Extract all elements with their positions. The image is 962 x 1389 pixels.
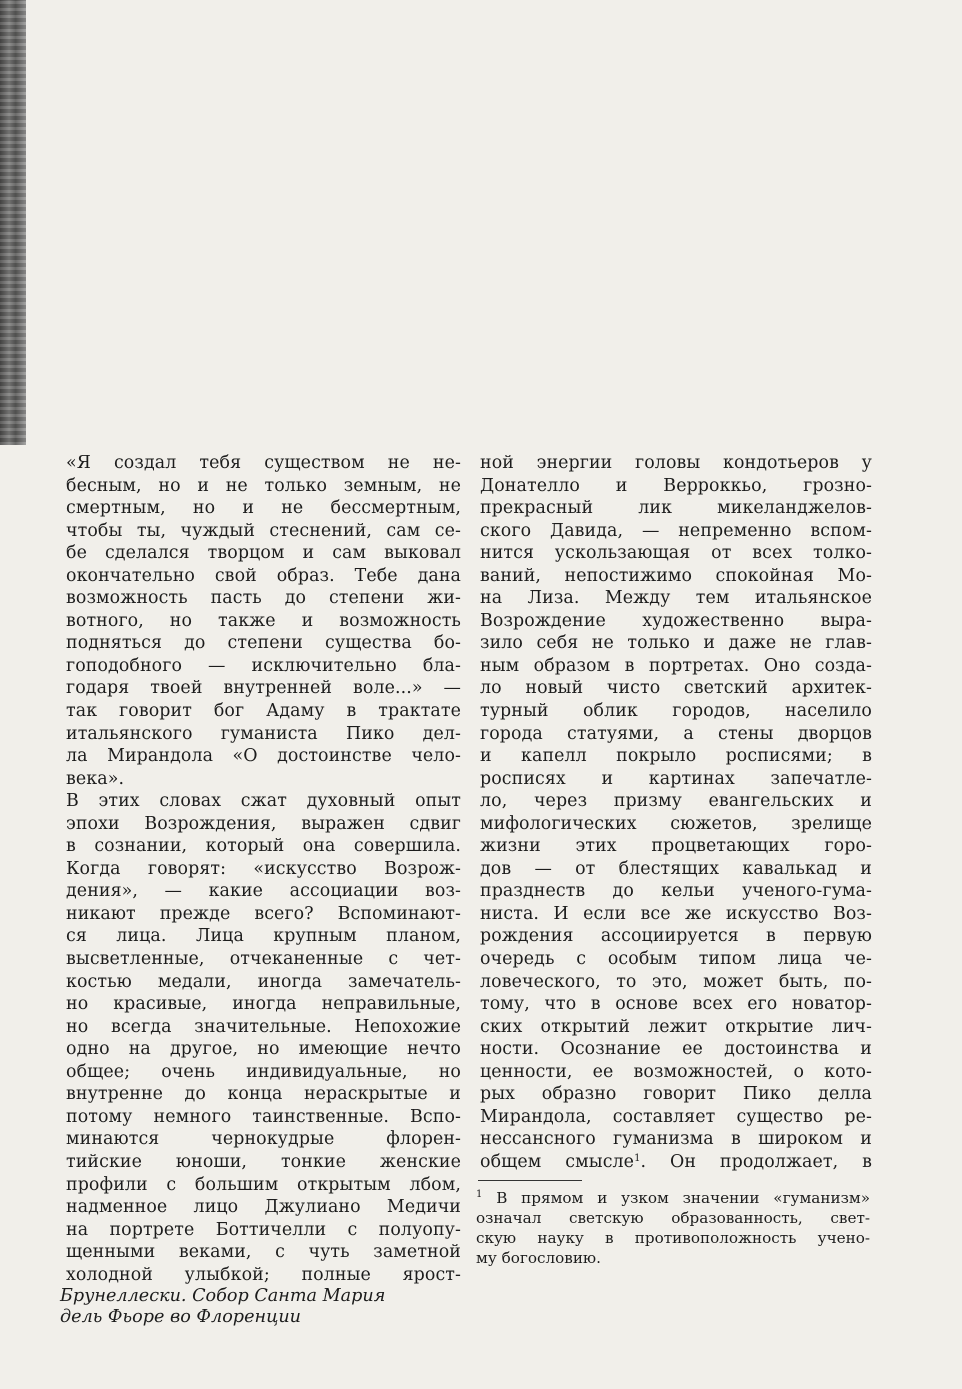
text-line: ценности, ее возможностей, о кото-: [480, 1061, 872, 1082]
footnote: [476, 1188, 870, 1268]
text-line: вотного, но также и возможность: [66, 610, 461, 631]
text-line: ной энергии головы кондотьеров у: [480, 453, 872, 473]
figure-caption: [60, 1286, 420, 1328]
text-line: нится ускользающая от всех толко-: [480, 543, 872, 564]
footnote-divider: [478, 1180, 582, 1181]
text-line: ваний, непостижимо спокойная Мо-: [480, 565, 872, 586]
text-line: мифологических сюжетов, зрелище: [480, 813, 872, 834]
text-line: минаются чернокудрые флорен-: [66, 1129, 461, 1150]
text-line: и капелл покрыло росписями; в: [480, 746, 872, 767]
text-line: общее; очень индивидуальные, но: [66, 1061, 461, 1082]
text-line: окончательно свой образ. Тебе дана: [66, 565, 461, 586]
text-line: гоподобного — исключительно бла-: [66, 655, 461, 676]
text-line: Возрождение художественно выра-: [480, 610, 872, 631]
text-line: на портрете Боттичелли с полуопу-: [66, 1219, 461, 1240]
text-line: ло, через призму евангельских и: [480, 791, 872, 812]
text-line: очередь с особым типом лица че-: [480, 949, 872, 970]
text-line: ского Давида, — непременно вспом-: [480, 520, 872, 541]
text-line: ным образом в портретах. Оно созда-: [480, 655, 872, 676]
caption-line: Брунеллески. Собор Санта Мария: [60, 1286, 386, 1306]
text-line: щенными веками, с чуть заметной: [66, 1242, 461, 1263]
footnote-line: $^1$ В прямом и узком значении «гуманизм»: [476, 1189, 870, 1207]
footnote-line: означал светскую образованность, свет-: [476, 1209, 870, 1227]
text-line: никают прежде всего? Вспоминают-: [66, 903, 461, 924]
text-line: чтобы ты, чуждый стеснений, сам се-: [66, 520, 461, 541]
text-line: тийские юноши, тонкие женские: [66, 1151, 461, 1172]
text-line: Мирандола, составляет существо ре-: [480, 1106, 872, 1127]
text-line: подняться до степени существа бо-: [66, 633, 461, 654]
text-line: внутренне до конца нераскрытые и: [66, 1084, 461, 1105]
text-line: на Лиза. Между тем итальянское: [480, 588, 872, 609]
text-line: но красивые, иногда неправильные,: [66, 994, 461, 1015]
text-line: города статуями, а стены дворцов: [480, 723, 872, 744]
text-line: зило себя не только и даже не глав-: [480, 633, 872, 654]
footnote-marker: 1: [634, 1152, 641, 1164]
text-line: профили с большим открытым лбом,: [66, 1174, 461, 1195]
text-line: общем смысле$^1$. Он продолжает, в: [480, 1151, 873, 1172]
text-line: тому, что в основе всех его новатор-: [480, 994, 872, 1015]
text-line: прекрасный лик микеланджелов-: [480, 498, 872, 519]
text-line: рождения ассоциируется в первую: [480, 926, 872, 947]
text-line: эпохи Возрождения, выражен сдвиг: [66, 813, 461, 834]
cropped-photo-edge: [0, 0, 26, 445]
text-line: надменное лицо Джулиано Медичи: [66, 1197, 461, 1218]
caption-line: дель Фьоре во Флоренции: [60, 1307, 302, 1327]
text-line: итальянского гуманиста Пико дел-: [66, 723, 461, 744]
text-line: высветленные, отчеканенные с чет-: [66, 949, 461, 970]
text-line: ских открытий лежит открытие лич-: [480, 1016, 872, 1037]
text-line: нессансного гуманизма в широком и: [480, 1129, 872, 1150]
text-line: ловеческого, то это, может быть, по-: [480, 971, 872, 992]
text-line: В этих словах сжат духовный опыт: [66, 791, 461, 812]
text-line: одно на другое, но имеющие нечто: [66, 1039, 461, 1060]
text-line: ности. Осознание ее достоинства и: [480, 1039, 872, 1060]
text-line: так говорит бог Адаму в трактате: [66, 701, 461, 722]
text-line: росписях и картинах запечатле-: [480, 768, 872, 789]
text-line: костью медали, иногда замечатель-: [66, 971, 461, 992]
text-line: потому немного таинственные. Вспо-: [66, 1106, 461, 1127]
text-line: годаря твоей внутренней воле...» —: [66, 678, 461, 699]
text-line: бе сделался творцом и сам выковал: [66, 543, 461, 564]
text-line: возможность пасть до степени жи-: [66, 588, 461, 609]
text-line: рых образно говорит Пико делла: [480, 1084, 872, 1105]
footnote-line: му богословию.: [476, 1249, 601, 1267]
text-line: в сознании, который она совершила.: [66, 836, 461, 857]
text-line: ла Мирандола «О достоинстве чело-: [66, 746, 461, 767]
text-line: но всегда значительные. Непохожие: [66, 1016, 461, 1037]
text-line: празднеств до кельи ученого-гума-: [480, 881, 872, 902]
text-line: века».: [66, 768, 125, 789]
text-line: Когда говорят: «искусство Возрож-: [66, 858, 461, 879]
right-text-column: [480, 452, 872, 1174]
text-line: дения», — какие ассоциации воз-: [66, 881, 461, 902]
text-line: ся лица. Лица крупным планом,: [66, 926, 461, 947]
footnote-number: 1: [476, 1189, 483, 1200]
text-line: холодной улыбкой; полные ярост-: [66, 1264, 461, 1285]
text-line: Донателло и Верроккьо, грозно-: [480, 475, 872, 496]
footnote-line: скую науку в противоположность учено-: [476, 1229, 870, 1247]
text-line: бесным, но и не только земным, не: [66, 475, 461, 496]
text-line: «Я создал тебя существом не не-: [66, 453, 461, 473]
left-text-column: [66, 452, 461, 1286]
text-line: ниста. И если все же искусство Воз-: [480, 903, 872, 924]
text-line: дов — от блестящих кавалькад и: [480, 858, 872, 879]
text-line: смертным, но и не бессмертным,: [66, 498, 461, 519]
text-line: жизни этих процветающих горо-: [480, 836, 872, 857]
text-line: ло новый чисто светский архитек-: [480, 678, 872, 699]
text-line: турный облик городов, населило: [480, 701, 872, 722]
